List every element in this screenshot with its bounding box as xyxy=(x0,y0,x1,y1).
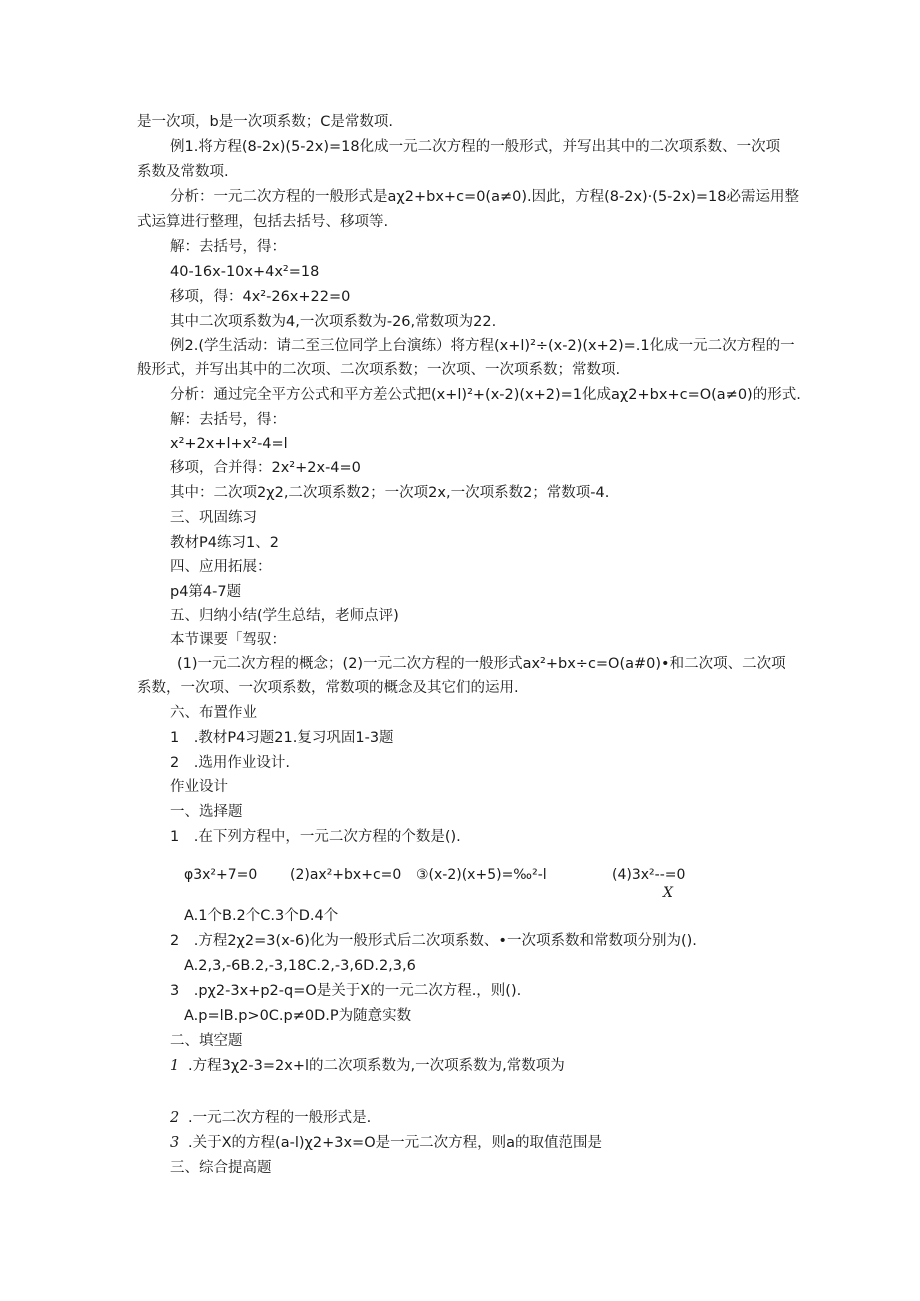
equation-line: x²+2x+l+x²-4=l xyxy=(170,436,288,452)
section-heading: 三、巩固练习 xyxy=(170,510,257,526)
solution-line: 解：去括号，得： xyxy=(170,412,286,428)
text-line: p4第4-7题 xyxy=(170,584,242,600)
text-line: 系数及常数项. xyxy=(137,164,229,180)
analysis-line: 分析：通过完全平方公式和平方差公式把(x+l)²+(x-2)(x+2)=1化成aχ2+bx+c=O(a≠0)的形式. xyxy=(170,387,801,403)
section-heading: 六、布置作业 xyxy=(170,705,257,721)
homework-item: 1 .教材P4习题21.复习巩固1-3题 xyxy=(170,730,394,746)
analysis-line: 分析：一元二次方程的一般形式是aχ2+bx+c=0(a≠0).因此，方程(8-2x)·(5-2x)=18必需运用整 xyxy=(170,189,799,205)
fill-1-number: 1 xyxy=(170,1058,180,1074)
section-heading: 二、填空题 xyxy=(170,1033,243,1049)
equation-line: 40-16x-10x+4x²=18 xyxy=(170,264,320,280)
q1-option-3: ③(x-2)(x+5)=‰²-l xyxy=(416,867,547,883)
example-2-line: 例2.(学生活动：请二至三位同学上台演练）将方程(x+l)²÷(x-2)(x+2)=.1化成一元二次方程的一 xyxy=(170,338,795,354)
fill-question-3: .关于X的方程(a-l)χ2+3x=O是一元二次方程，则a的取值范围是 xyxy=(188,1135,603,1151)
text-line: 是一次项，b是一次项系数；C是常数项. xyxy=(137,114,393,130)
text-line: 般形式，并写出其中的二次项、二次项系数；一次项、一次项系数；常数项. xyxy=(137,362,621,378)
text-line: 教材P4练习1、2 xyxy=(170,535,279,551)
text-line: 系数，一次项、一次项系数，常数项的概念及其它们的运用. xyxy=(137,680,519,696)
fill-2-number: 2 xyxy=(170,1110,180,1126)
question-3: 3 .pχ2-3x+p2-q=O是关于X的一元二次方程.，则(). xyxy=(170,983,522,999)
q1-option-1: φ3x²+7=0 xyxy=(184,867,258,883)
q3-answers: A.p=lB.p>0C.p≠0D.P为随意实数 xyxy=(184,1008,412,1024)
section-heading: 一、选择题 xyxy=(170,804,243,820)
summary-line: (1)一元二次方程的概念；(2)一元二次方程的一般形式ax²+bx÷c=O(a#0)•和二次项、二次项 xyxy=(177,656,786,672)
example-1-line: 例1.将方程(8-2x)(5-2x)=18化成一元二次方程的一般形式，并写出其中的二次项系数、一次项 xyxy=(170,139,781,155)
text-line: 其中：二次项2χ2,二次项系数2；一次项2x,一次项系数2；常数项-4. xyxy=(170,485,610,501)
section-heading: 三、综合提高题 xyxy=(170,1160,272,1176)
question-1: 1 .在下列方程中，一元二次方程的个数是(). xyxy=(170,829,461,845)
fill-question-1: .方程3χ2-3=2x+l的二次项系数为,一次项系数为,常数项为 xyxy=(188,1058,565,1074)
section-heading: 四、应用拓展： xyxy=(170,559,272,575)
question-2: 2 .方程2χ2=3(x-6)化为一般形式后二次项系数、•一次项系数和常数项分别为(). xyxy=(170,933,697,949)
fill-3-number: 3 xyxy=(170,1135,180,1151)
q1-option-2: (2)ax²+bx+c=0 xyxy=(290,867,402,883)
homework-item: 2 .选用作业设计. xyxy=(170,755,290,771)
equation-line: 移项，合并得：2x²+2x-4=0 xyxy=(170,460,361,476)
equation-line: 移项，得：4x²-26x+22=0 xyxy=(170,289,351,305)
text-line: 式运算进行整理，包括去括号、移项等. xyxy=(137,214,389,230)
section-heading: 作业设计 xyxy=(170,779,228,795)
text-line: 本节课要「驾驭： xyxy=(170,632,286,648)
text-line: 其中二次项系数为4,一次项系数为-26,常数项为22. xyxy=(170,314,497,330)
q2-answers: A.2,3,-6B.2,-3,18C.2,-3,6D.2,3,6 xyxy=(184,958,416,974)
fill-question-2: .一元二次方程的一般形式是. xyxy=(188,1110,372,1126)
q1-option-4-denominator: X xyxy=(663,885,673,901)
solution-line: 解：去括号，得： xyxy=(170,239,286,255)
q1-answers: A.1个B.2个C.3个D.4个 xyxy=(184,908,339,924)
section-heading: 五、归纳小结(学生总结，老师点评) xyxy=(170,608,399,624)
q1-option-4: (4)3x²--=0 xyxy=(612,867,686,883)
